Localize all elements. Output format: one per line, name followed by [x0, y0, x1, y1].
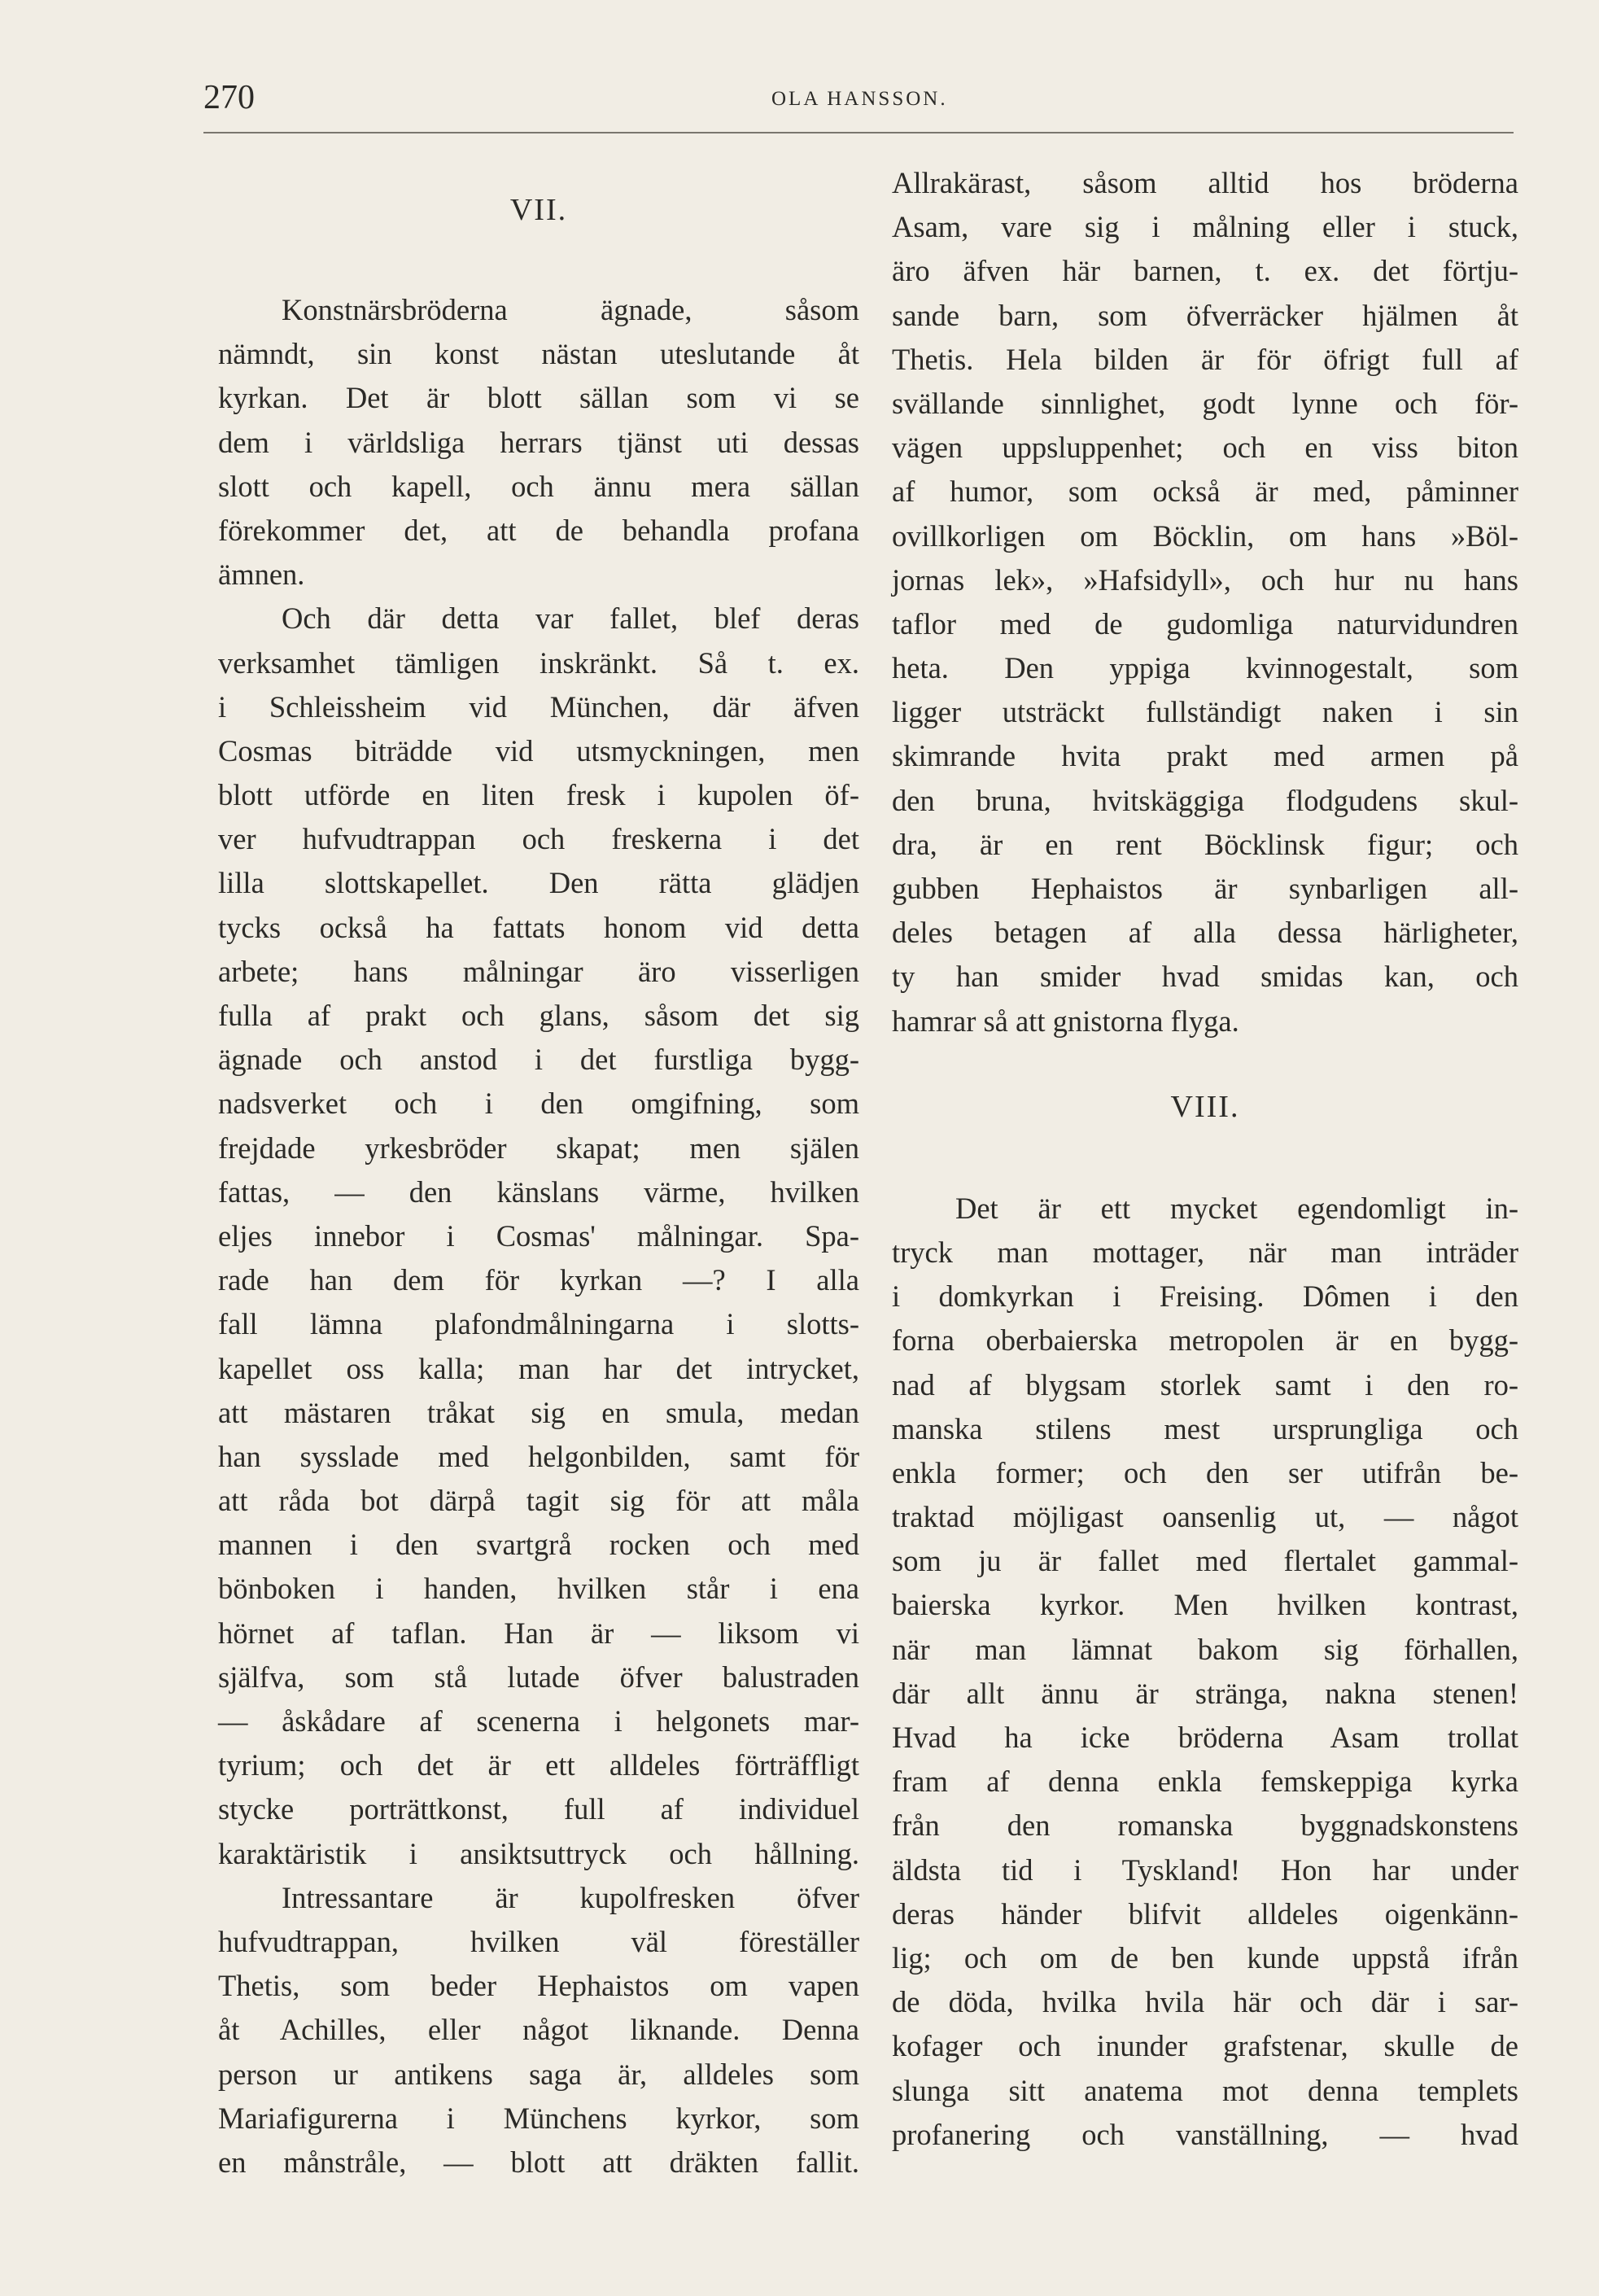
text-line: nad af blygsam storlek samt i den ro-	[892, 1367, 1518, 1402]
text-line: mannen i den svartgrå rocken och med	[218, 1528, 859, 1562]
text-line: nadsverket och i den omgifning, som	[218, 1087, 859, 1121]
header-rule	[203, 132, 1514, 133]
text-line: Konstnärsbröderna ägnade, såsom	[282, 293, 859, 326]
paragraph	[892, 161, 1518, 1043]
page-header	[203, 78, 1514, 135]
text-line: att råda bot därpå tagit sig för att måla	[218, 1484, 859, 1518]
text-line: ägnade och anstod i det furstliga bygg-	[218, 1043, 859, 1077]
text-line: ligger utsträckt fullständigt naken i sin	[892, 695, 1518, 729]
text-line: skimrande hvita prakt med armen på	[892, 739, 1518, 773]
text-line: gubben Hephaistos är synbarligen all-	[892, 872, 1518, 905]
text-line: Hvad ha icke bröderna Asam trollat	[892, 1721, 1518, 1754]
text-line: enkla former; och den ser utifrån be-	[892, 1455, 1518, 1489]
text-line: som ju är fallet med flertalet gammal-	[892, 1544, 1518, 1578]
text-line: Cosmas biträdde vid utsmyckningen, men	[218, 733, 859, 768]
text-line: lig; och om de ben kunde uppstå ifrån	[892, 1940, 1518, 1975]
text-line: fattas, — den känslans värme, hvilken	[218, 1174, 859, 1209]
text-line: svällande sinnlighet, godt lynne och för-	[892, 386, 1518, 420]
text-line: Allrakärast, såsom alltid hos bröderna	[892, 166, 1518, 199]
paragraph	[892, 1187, 1518, 2157]
text-line: han sysslade med helgonbilden, samt för	[218, 1439, 859, 1473]
text-line: deles betagen af alla dessa härligheter,	[892, 916, 1518, 950]
text-line: profanering och vanställning, — hvad	[892, 2117, 1518, 2151]
paragraph	[218, 597, 859, 1875]
text-line: slunga sitt anatema mot denna templets	[892, 2073, 1518, 2107]
text-line: kyrkan. Det är blott sällan som vi se	[218, 381, 859, 415]
text-line: dem i världsliga herrars tjänst uti dessas	[218, 425, 859, 459]
text-line: själfva, som stå lutade öfver balustraden	[218, 1660, 859, 1694]
text-line: karaktäristik i ansiktsuttryck och hållning.	[218, 1836, 859, 1870]
text-line: lilla slottskapellet. Den rätta glädjen	[218, 866, 859, 900]
text-line: hörnet af taflan. Han är — liksom vi	[218, 1616, 859, 1650]
text-line: tryck man mottager, när man inträder	[892, 1235, 1518, 1269]
text-line: sande barn, som öfverräcker hjälmen åt	[892, 298, 1518, 332]
text-line: Och där detta var fallet, blef deras	[282, 601, 859, 636]
text-line: baierska kyrkor. Men hvilken kontrast,	[892, 1588, 1518, 1622]
text-line: Det är ett mycket egendomligt in-	[955, 1191, 1518, 1225]
text-line: fulla af prakt och glans, såsom det sig	[218, 999, 859, 1032]
text-line: åt Achilles, eller något liknande. Denna	[218, 2013, 859, 2047]
text-line: förekommer det, att de behandla profana	[218, 513, 859, 547]
text-line: verksamhet tämligen inskränkt. Så t. ex.	[218, 645, 859, 680]
text-line: ämnen.	[218, 558, 305, 592]
text-line: taflor med de gudomliga naturvidundren	[892, 606, 1518, 641]
text-line: vägen uppsluppenhet; och en viss biton	[892, 431, 1518, 465]
text-line: jornas lek», »Hafsidyll», och hur nu hans	[892, 562, 1518, 597]
text-line: forna oberbaierska metropolen är en bygg-	[892, 1323, 1518, 1358]
text-line: bönboken i handen, hvilken står i ena	[218, 1572, 859, 1606]
text-line: eljes innebor i Cosmas' målningar. Spa-	[218, 1218, 859, 1253]
text-line: de döda, hvilka hvila här och där i sar-	[892, 1985, 1518, 2019]
text-line: person ur antikens saga är, alldeles som	[218, 2057, 859, 2091]
text-line: fram af denna enkla femskeppiga kyrka	[892, 1765, 1518, 1799]
text-line: rade han dem för kyrkan —? I alla	[218, 1263, 859, 1297]
text-line: tycks också ha fattats honom vid detta	[218, 910, 859, 944]
text-line: ovillkorligen om Böcklin, om hans »Böl-	[892, 518, 1518, 553]
text-line: slott och kapell, och ännu mera sällan	[218, 469, 859, 503]
text-line: tyrium; och det är ett alldeles förträffligt	[218, 1748, 859, 1782]
text-line: en månstråle, — blott att dräkten fallit.	[218, 2145, 859, 2179]
text-line: frejdade yrkesbröder skapat; men själen	[218, 1131, 859, 1165]
text-line: den bruna, hvitskäggiga flodgudens skul-	[892, 783, 1518, 817]
text-line: kofager och inunder grafstenar, skulle de	[892, 2029, 1518, 2063]
left-column	[218, 161, 859, 2184]
paragraph	[218, 288, 859, 597]
text-line: i domkyrkan i Freising. Dômen i den	[892, 1279, 1518, 1314]
text-line: blott utförde en liten fresk i kupolen öf-	[218, 778, 859, 812]
text-line: hufvudtrappan, hvilken väl föreställer	[218, 1924, 859, 1958]
text-line: i Schleissheim vid München, där äfven	[218, 689, 859, 724]
text-line: nämndt, sin konst nästan uteslutande åt	[218, 337, 859, 371]
text-line: Asam, vare sig i målning eller i stuck,	[892, 210, 1518, 244]
section-heading-vii: VII.	[509, 193, 568, 227]
text-line: Thetis, som beder Hephaistos om vapen	[218, 1969, 859, 2003]
text-line: äro äfven här barnen, t. ex. det förtju-	[892, 254, 1518, 288]
text-line: heta. Den yppiga kvinnogestalt, som	[892, 651, 1518, 685]
right-column	[892, 161, 1518, 2157]
text-line: från den romanska byggnadskonstens	[892, 1808, 1518, 1843]
text-line: kapellet oss kalla; man har det intrycket,	[218, 1351, 859, 1385]
paragraph	[218, 1876, 859, 2184]
text-line: när man lämnat bakom sig förhallen,	[892, 1632, 1518, 1666]
text-line: ver hufvudtrappan och freskerna i det	[218, 822, 859, 856]
text-line: dra, är en rent Böcklinsk figur; och	[892, 827, 1518, 861]
text-line: Mariafigurerna i Münchens kyrkor, som	[218, 2101, 859, 2135]
text-line: arbete; hans målningar äro visserligen	[218, 954, 859, 988]
text-line: — åskådare af scenerna i helgonets mar-	[218, 1704, 859, 1738]
text-line: manska stilens mest ursprungliga och	[892, 1411, 1518, 1445]
running-head: OLA HANSSON.	[771, 88, 948, 110]
text-line: där allt ännu är stränga, nakna stenen!	[892, 1676, 1518, 1710]
text-line: Intressantare är kupolfresken öfver	[282, 1880, 859, 1914]
text-line: deras händer blifvit alldeles oigenkänn-	[892, 1896, 1518, 1931]
text-line: Thetis. Hela bilden är för öfrigt full af	[892, 342, 1518, 376]
text-line: af humor, som också är med, påminner	[892, 475, 1518, 509]
text-line: stycke porträttkonst, full af individuel	[218, 1792, 859, 1826]
section-heading-viii: VIII.	[1170, 1089, 1240, 1124]
text-line: att mästaren tråkat sig en smula, medan	[218, 1395, 859, 1429]
text-line: äldsta tid i Tyskland! Hon har under	[892, 1852, 1518, 1887]
text-line: fall lämna plafondmålningarna i slotts-	[218, 1307, 859, 1341]
text-line: traktad möjligast oansenlig ut, — något	[892, 1500, 1518, 1534]
page-number: 270	[203, 79, 255, 116]
text-line: hamrar så att gnistorna flyga.	[892, 1004, 1239, 1038]
text-line: ty han smider hvad smidas kan, och	[892, 960, 1518, 994]
